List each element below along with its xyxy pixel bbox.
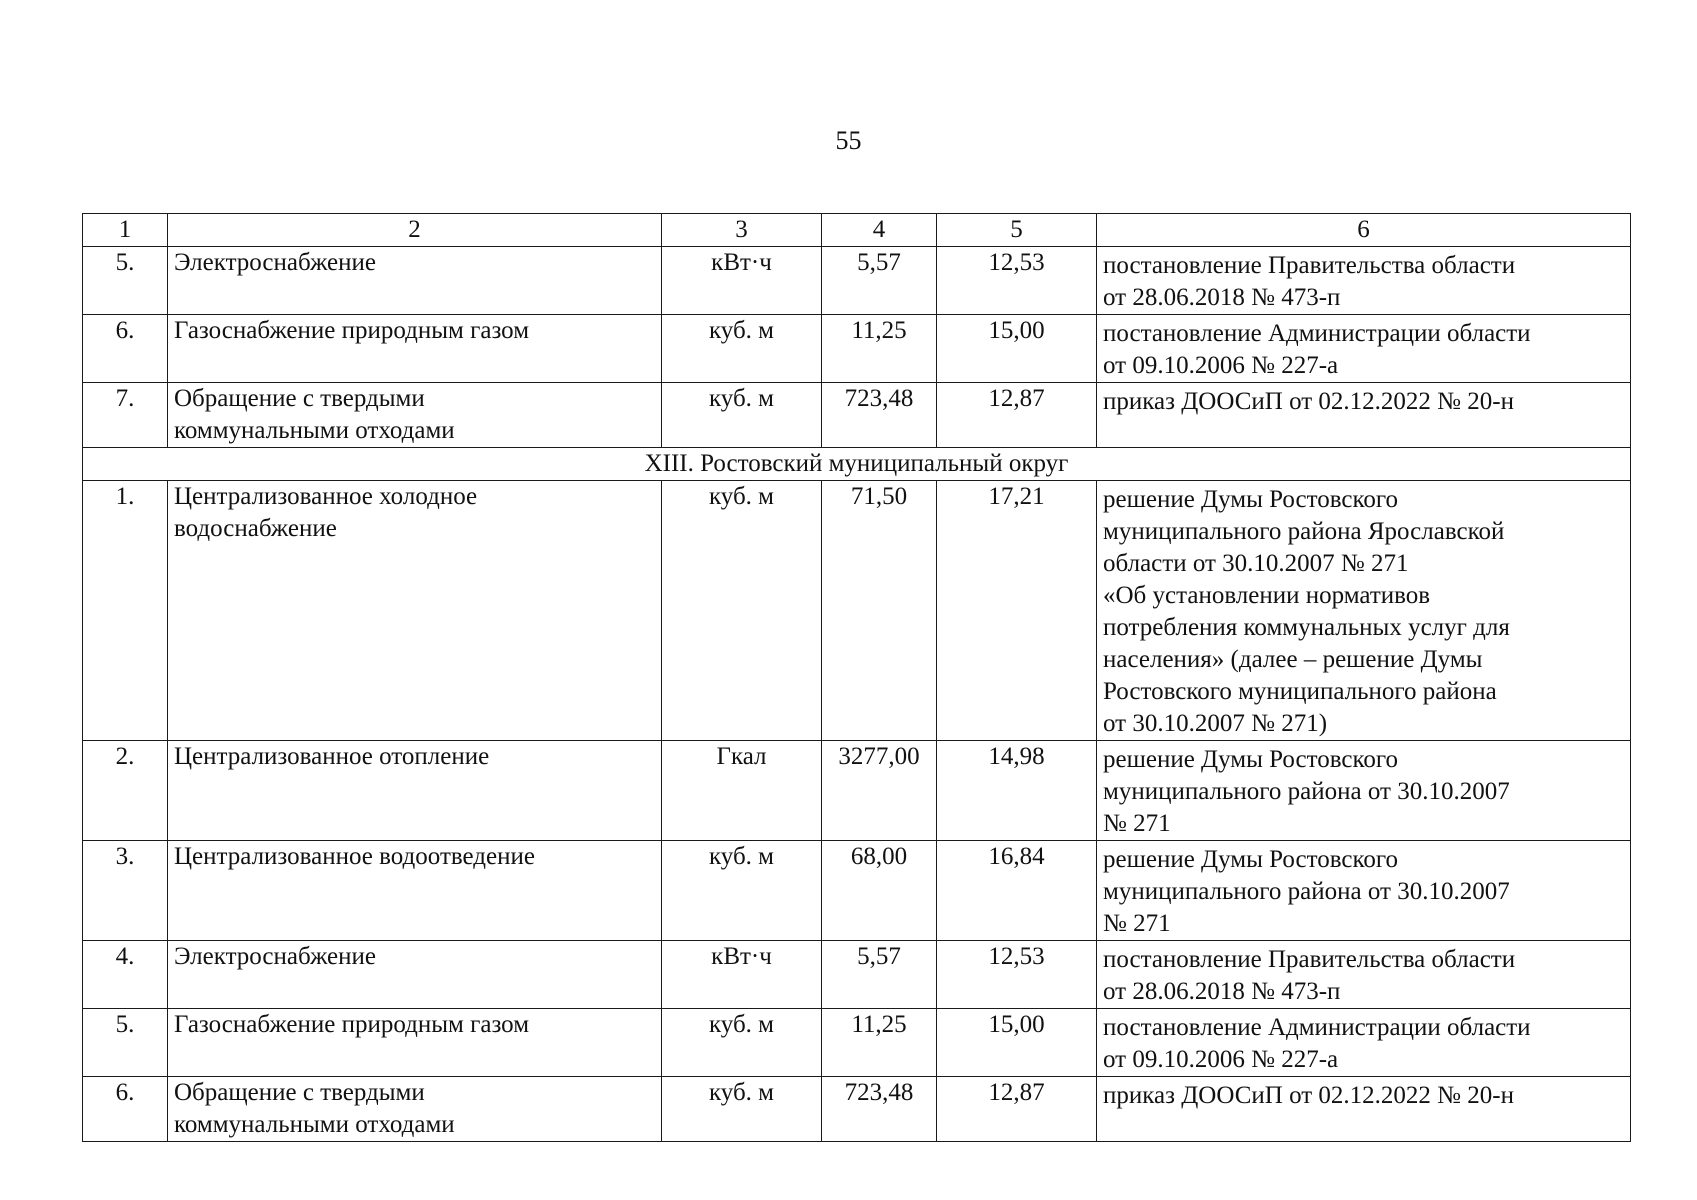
norm-value: 723,48 — [822, 1077, 937, 1142]
column-header: 2 — [168, 214, 662, 247]
norm-value: 11,25 — [822, 1009, 937, 1077]
table-row — [83, 1009, 1631, 1077]
legal-basis — [1097, 741, 1631, 841]
table-row — [83, 383, 1631, 448]
legal-basis-line: решение Думы Ростовского — [1103, 846, 1398, 873]
legal-basis-line: области от 30.10.2007 № 271 — [1103, 550, 1409, 577]
page-number: 55 — [835, 126, 862, 155]
service-name — [168, 741, 662, 841]
legal-basis-line: от 09.10.2006 № 227-а — [1103, 352, 1339, 379]
service-name — [168, 481, 662, 741]
unit-cell: куб. м — [662, 1009, 822, 1077]
section-row — [83, 448, 1631, 481]
legal-basis-line: населения» (далее – решение Думы — [1103, 646, 1483, 673]
norm-value: 5,57 — [822, 941, 937, 1009]
row-number: 2. — [83, 741, 168, 841]
legal-basis-line: приказ ДООСиП от 02.12.2022 № 20-н — [1103, 388, 1514, 415]
legal-basis-line: постановление Правительства области — [1103, 252, 1516, 279]
legal-basis-line: № 271 — [1103, 910, 1171, 937]
row-number: 7. — [83, 383, 168, 448]
unit-cell: кВт·ч — [662, 941, 822, 1009]
section-title: XIII. Ростовский муниципальный округ — [83, 448, 1631, 481]
legal-basis-line: постановление Правительства области — [1103, 946, 1516, 973]
legal-basis-line: муниципального района от 30.10.2007 — [1103, 878, 1510, 905]
legal-basis-line: Ростовского муниципального района — [1103, 678, 1497, 705]
table-row — [83, 841, 1631, 941]
tariff-table — [82, 213, 1631, 1142]
service-name — [168, 383, 662, 448]
legal-basis-line: потребления коммунальных услуг для — [1103, 614, 1510, 641]
percent-value: 16,84 — [937, 841, 1097, 941]
percent-value: 12,53 — [937, 247, 1097, 315]
service-name-line: Электроснабжение — [174, 249, 376, 276]
service-name — [168, 1009, 662, 1077]
legal-basis-line: приказ ДООСиП от 02.12.2022 № 20-н — [1103, 1082, 1514, 1109]
percent-value: 17,21 — [937, 481, 1097, 741]
legal-basis — [1097, 941, 1631, 1009]
legal-basis — [1097, 383, 1631, 448]
legal-basis-line: решение Думы Ростовского — [1103, 486, 1398, 513]
legal-basis — [1097, 1077, 1631, 1142]
unit-cell: куб. м — [662, 383, 822, 448]
service-name-line: Электроснабжение — [174, 943, 376, 970]
unit-cell: куб. м — [662, 481, 822, 741]
service-name-line: Централизованное водоотведение — [174, 843, 535, 870]
service-name-line: Обращение с твердыми — [174, 1079, 425, 1106]
unit-cell: кВт·ч — [662, 247, 822, 315]
row-number: 4. — [83, 941, 168, 1009]
service-name — [168, 841, 662, 941]
percent-value: 15,00 — [937, 1009, 1097, 1077]
legal-basis-line: постановление Администрации области — [1103, 1014, 1531, 1041]
header-row — [83, 214, 1631, 247]
norm-value: 68,00 — [822, 841, 937, 941]
column-header: 5 — [937, 214, 1097, 247]
row-number: 1. — [83, 481, 168, 741]
norm-value: 71,50 — [822, 481, 937, 741]
unit-cell: куб. м — [662, 315, 822, 383]
percent-value: 12,87 — [937, 383, 1097, 448]
norm-value: 11,25 — [822, 315, 937, 383]
service-name-line: коммунальными отходами — [174, 1111, 455, 1138]
column-header: 4 — [822, 214, 937, 247]
legal-basis — [1097, 841, 1631, 941]
legal-basis-line: решение Думы Ростовского — [1103, 746, 1398, 773]
table-body — [83, 214, 1631, 1142]
legal-basis — [1097, 247, 1631, 315]
service-name-line: водоснабжение — [174, 515, 337, 542]
service-name-line: Централизованное холодное — [174, 483, 478, 510]
percent-value: 12,87 — [937, 1077, 1097, 1142]
legal-basis-line: «Об установлении нормативов — [1103, 582, 1431, 609]
row-number: 6. — [83, 1077, 168, 1142]
service-name — [168, 941, 662, 1009]
legal-basis-line: постановление Администрации области — [1103, 320, 1531, 347]
legal-basis-line: № 271 — [1103, 810, 1171, 837]
row-number: 5. — [83, 1009, 168, 1077]
legal-basis-line: муниципального района Ярославской — [1103, 518, 1505, 545]
legal-basis — [1097, 481, 1631, 741]
table-row — [83, 941, 1631, 1009]
row-number: 6. — [83, 315, 168, 383]
table-row — [83, 741, 1631, 841]
table-row — [83, 247, 1631, 315]
service-name — [168, 315, 662, 383]
service-name-line: коммунальными отходами — [174, 417, 455, 444]
row-number: 5. — [83, 247, 168, 315]
legal-basis-line: от 28.06.2018 № 473-п — [1103, 978, 1341, 1005]
column-header: 3 — [662, 214, 822, 247]
service-name-line: Централизованное отопление — [174, 743, 490, 770]
service-name-line: Обращение с твердыми — [174, 385, 425, 412]
table-row — [83, 1077, 1631, 1142]
legal-basis — [1097, 1009, 1631, 1077]
legal-basis-line: от 30.10.2007 № 271) — [1103, 710, 1328, 737]
table-row — [83, 315, 1631, 383]
table-row — [83, 481, 1631, 741]
legal-basis — [1097, 315, 1631, 383]
percent-value: 12,53 — [937, 941, 1097, 1009]
column-header: 6 — [1097, 214, 1631, 247]
unit-cell: Гкал — [662, 741, 822, 841]
percent-value: 15,00 — [937, 315, 1097, 383]
service-name — [168, 1077, 662, 1142]
service-name — [168, 247, 662, 315]
norm-value: 723,48 — [822, 383, 937, 448]
percent-value: 14,98 — [937, 741, 1097, 841]
legal-basis-line: от 09.10.2006 № 227-а — [1103, 1046, 1339, 1073]
norm-value: 5,57 — [822, 247, 937, 315]
norm-value: 3277,00 — [822, 741, 937, 841]
unit-cell: куб. м — [662, 1077, 822, 1142]
service-name-line: Газоснабжение природным газом — [174, 1011, 530, 1038]
service-name-line: Газоснабжение природным газом — [174, 317, 530, 344]
legal-basis-line: от 28.06.2018 № 473-п — [1103, 284, 1341, 311]
row-number: 3. — [83, 841, 168, 941]
unit-cell: куб. м — [662, 841, 822, 941]
legal-basis-line: муниципального района от 30.10.2007 — [1103, 778, 1510, 805]
column-header: 1 — [83, 214, 168, 247]
